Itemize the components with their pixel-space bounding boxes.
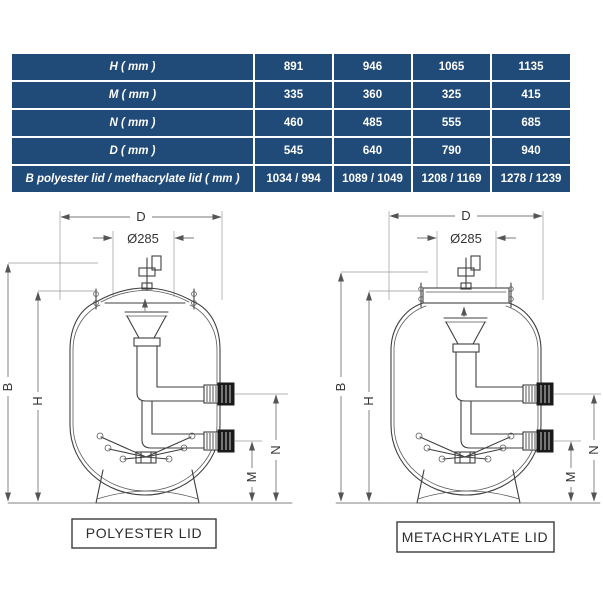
dim-m-left xyxy=(235,441,262,501)
pedestal-base xyxy=(96,470,199,503)
dim-h-label: H xyxy=(361,396,376,406)
row-label-h: H ( mm ) xyxy=(11,53,254,81)
table-cell: 640 xyxy=(333,137,412,165)
caption-metachrylate-lid xyxy=(397,522,554,552)
table-cell: 946 xyxy=(333,53,412,81)
diagram-metachrylate-lid xyxy=(333,208,601,552)
dim-h-label: H xyxy=(30,396,45,406)
dim-n-right xyxy=(554,394,601,501)
table-row xyxy=(11,53,571,81)
table-cell: 1089 / 1049 xyxy=(333,165,412,193)
table-cell: 555 xyxy=(412,109,491,137)
table-row xyxy=(11,81,571,109)
dim-m-label: M xyxy=(244,471,259,483)
table-cell: 685 xyxy=(491,109,571,137)
dim-d-left xyxy=(60,209,222,300)
table-cell: 1135 xyxy=(491,53,571,81)
dim-diameter-label: Ø285 xyxy=(127,231,159,246)
dim-d-label: D xyxy=(136,209,146,224)
dim-d-label: D xyxy=(461,208,471,223)
table-row xyxy=(11,165,571,193)
table-cell: 415 xyxy=(491,81,571,109)
pedestal-base xyxy=(417,470,520,503)
table-cell: 1278 / 1239 xyxy=(491,165,571,193)
table-cell: 485 xyxy=(333,109,412,137)
dim-b-label: B xyxy=(333,382,348,392)
table-row xyxy=(11,137,571,165)
diffuser-standpipe xyxy=(444,307,523,448)
row-label-b-lid: B polyester lid / methacrylate lid ( mm ) xyxy=(11,165,254,193)
table-cell: 1034 / 994 xyxy=(254,165,333,193)
table-cell: 940 xyxy=(491,137,571,165)
dim-m-right xyxy=(554,441,581,501)
dim-n-label: N xyxy=(586,445,601,455)
purge-valve-icon xyxy=(458,256,480,289)
dim-m-label: M xyxy=(563,471,578,483)
diagram-polyester-lid xyxy=(0,209,292,548)
table-cell: 1065 xyxy=(412,53,491,81)
table-row xyxy=(11,109,571,137)
table-cell: 460 xyxy=(254,109,333,137)
tank-body xyxy=(70,302,220,495)
union-lower xyxy=(523,430,553,452)
dim-b-label: B xyxy=(0,382,15,392)
dim-b-right xyxy=(333,272,428,501)
table-cell: 325 xyxy=(412,81,491,109)
caption-metachrylate-label: METACHRYLATE LID xyxy=(401,529,549,545)
table-cell: 790 xyxy=(412,137,491,165)
row-label-n: N ( mm ) xyxy=(11,109,254,137)
dim-n-label: N xyxy=(268,445,283,455)
dim-diameter-left xyxy=(93,231,194,297)
caption-polyester-lid xyxy=(72,519,216,548)
table-cell: 360 xyxy=(333,81,412,109)
table-cell: 545 xyxy=(254,137,333,165)
table-cell: 335 xyxy=(254,81,333,109)
union-upper xyxy=(523,383,553,405)
caption-polyester-label: POLYESTER LID xyxy=(85,525,203,541)
union-upper xyxy=(204,383,234,405)
table-cell: 1208 / 1169 xyxy=(412,165,491,193)
dim-h-left xyxy=(30,291,95,501)
dim-diameter-label: Ø285 xyxy=(450,231,482,246)
row-label-d: D ( mm ) xyxy=(11,137,254,165)
tank-body xyxy=(391,303,541,495)
dim-n-left xyxy=(235,394,288,501)
table-cell: 891 xyxy=(254,53,333,81)
row-label-m: M ( mm ) xyxy=(11,81,254,109)
technical-diagrams xyxy=(0,200,603,560)
purge-valve-icon xyxy=(139,256,161,290)
diffuser-standpipe xyxy=(125,299,204,448)
union-lower xyxy=(204,430,234,452)
spec-table xyxy=(10,52,572,194)
